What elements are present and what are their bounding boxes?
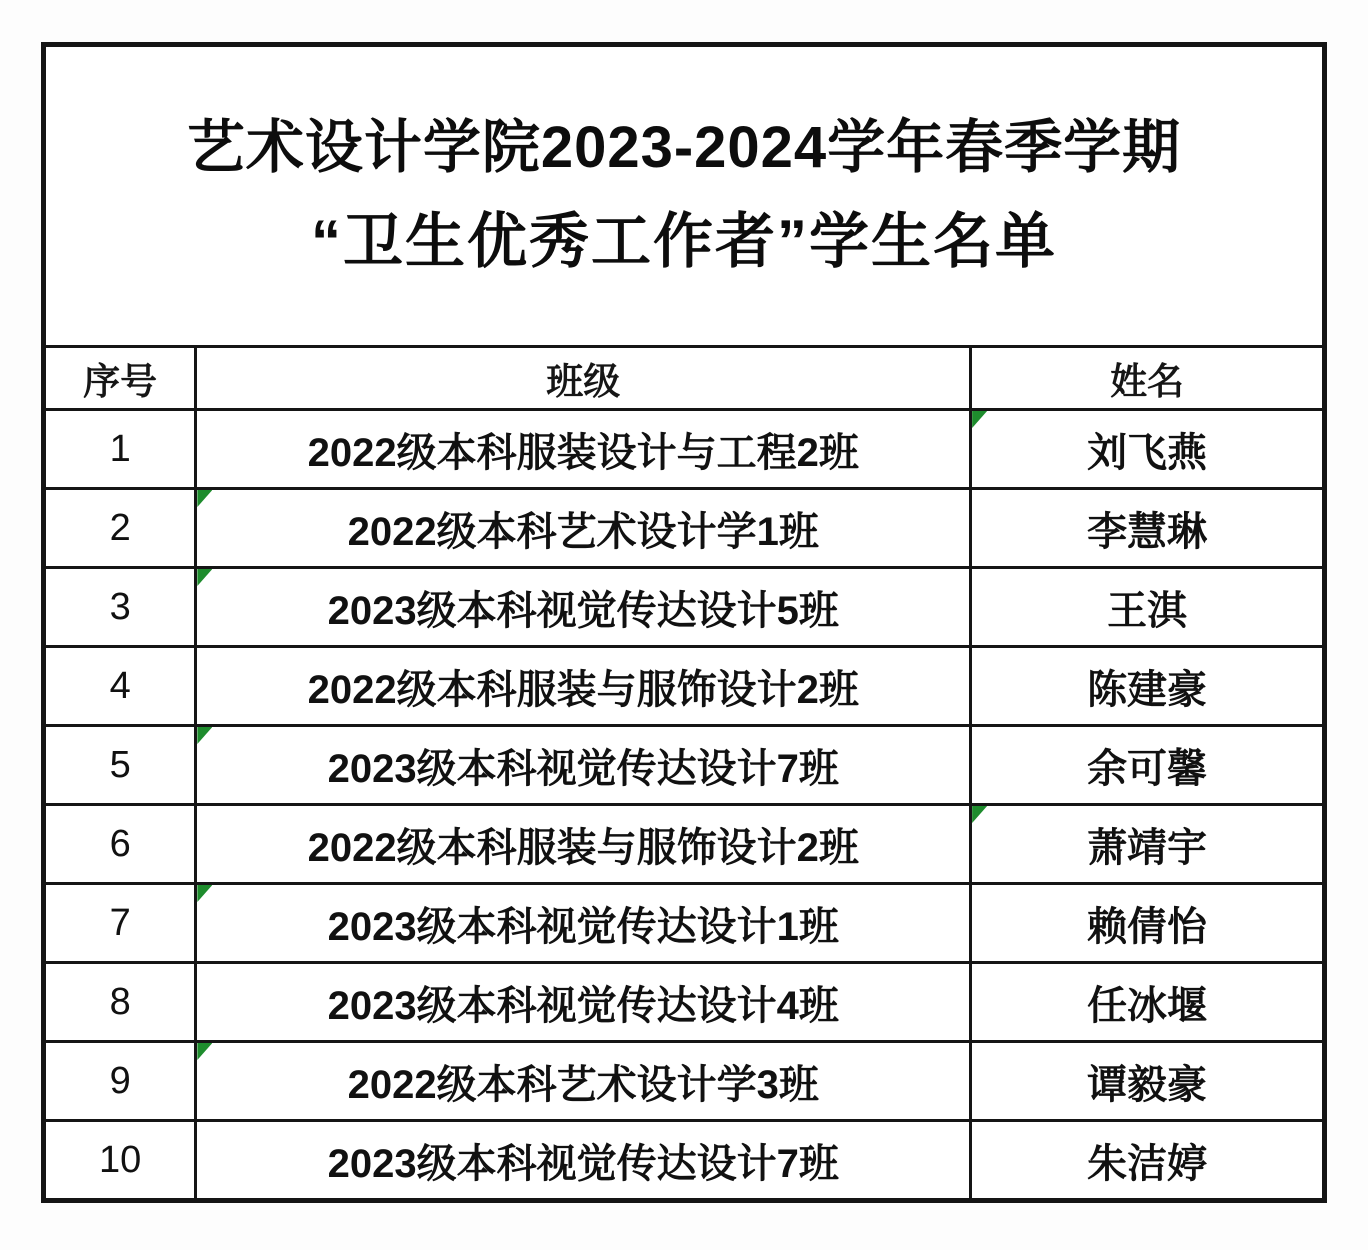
cell-name: 谭毅豪: [971, 1042, 1325, 1121]
cell-class: 2022级本科服装设计与工程2班: [196, 410, 971, 489]
student-table: [41, 42, 1327, 1203]
cell-no: 4: [44, 647, 196, 726]
cell-name: 王淇: [971, 568, 1325, 647]
cell-corner-marker-icon: [197, 569, 212, 586]
cell-no: 6: [44, 805, 196, 884]
cell-class: 2022级本科服装与服饰设计2班: [196, 805, 971, 884]
page-title-line1: 艺术设计学院2023-2024学年春季学期: [186, 115, 1182, 180]
cell-corner-marker-icon: [197, 885, 212, 902]
cell-name: 任冰堰: [971, 963, 1325, 1042]
cell-no: 8: [44, 963, 196, 1042]
cell-corner-marker-icon: [197, 727, 212, 744]
cell-class: 2023级本科视觉传达设计7班: [196, 1121, 971, 1201]
cell-name: 赖倩怡: [971, 884, 1325, 963]
cell-name: 李慧琳: [971, 489, 1325, 568]
table-row: [44, 410, 1325, 489]
cell-name: 刘飞燕: [971, 410, 1325, 489]
table-row: [44, 1121, 1325, 1201]
table-row: [44, 568, 1325, 647]
cell-no: 3: [44, 568, 196, 647]
cell-no: 5: [44, 726, 196, 805]
cell-class: 2022级本科艺术设计学3班: [196, 1042, 971, 1121]
header-class: 班级: [196, 347, 971, 410]
page-title-line2: “卫生优秀工作者”学生名单: [311, 208, 1057, 275]
cell-name: 余可馨: [971, 726, 1325, 805]
cell-class: 2023级本科视觉传达设计1班: [196, 884, 971, 963]
cell-no: 1: [44, 410, 196, 489]
cell-corner-marker-icon: [972, 411, 987, 428]
cell-class: 2023级本科视觉传达设计5班: [196, 568, 971, 647]
cell-name: 朱洁婷: [971, 1121, 1325, 1201]
table-header-row: [44, 347, 1325, 410]
cell-class: 2023级本科视觉传达设计4班: [196, 963, 971, 1042]
cell-name: 萧靖宇: [971, 805, 1325, 884]
cell-no: 7: [44, 884, 196, 963]
title-row: [44, 45, 1325, 347]
table-row: [44, 1042, 1325, 1121]
table-row: [44, 489, 1325, 568]
cell-corner-marker-icon: [197, 490, 212, 507]
table-row: [44, 726, 1325, 805]
cell-no: 2: [44, 489, 196, 568]
cell-name: 陈建豪: [971, 647, 1325, 726]
table-row: [44, 884, 1325, 963]
table-row: [44, 963, 1325, 1042]
cell-class: 2023级本科视觉传达设计7班: [196, 726, 971, 805]
header-no: 序号: [44, 347, 196, 410]
cell-class: 2022级本科服装与服饰设计2班: [196, 647, 971, 726]
table-row: [44, 805, 1325, 884]
cell-no: 10: [44, 1121, 196, 1201]
title-cell: [44, 45, 1325, 347]
cell-class: 2022级本科艺术设计学1班: [196, 489, 971, 568]
table-row: [44, 647, 1325, 726]
header-name: 姓名: [971, 347, 1325, 410]
cell-corner-marker-icon: [972, 806, 987, 823]
cell-corner-marker-icon: [197, 1043, 212, 1060]
cell-no: 9: [44, 1042, 196, 1121]
